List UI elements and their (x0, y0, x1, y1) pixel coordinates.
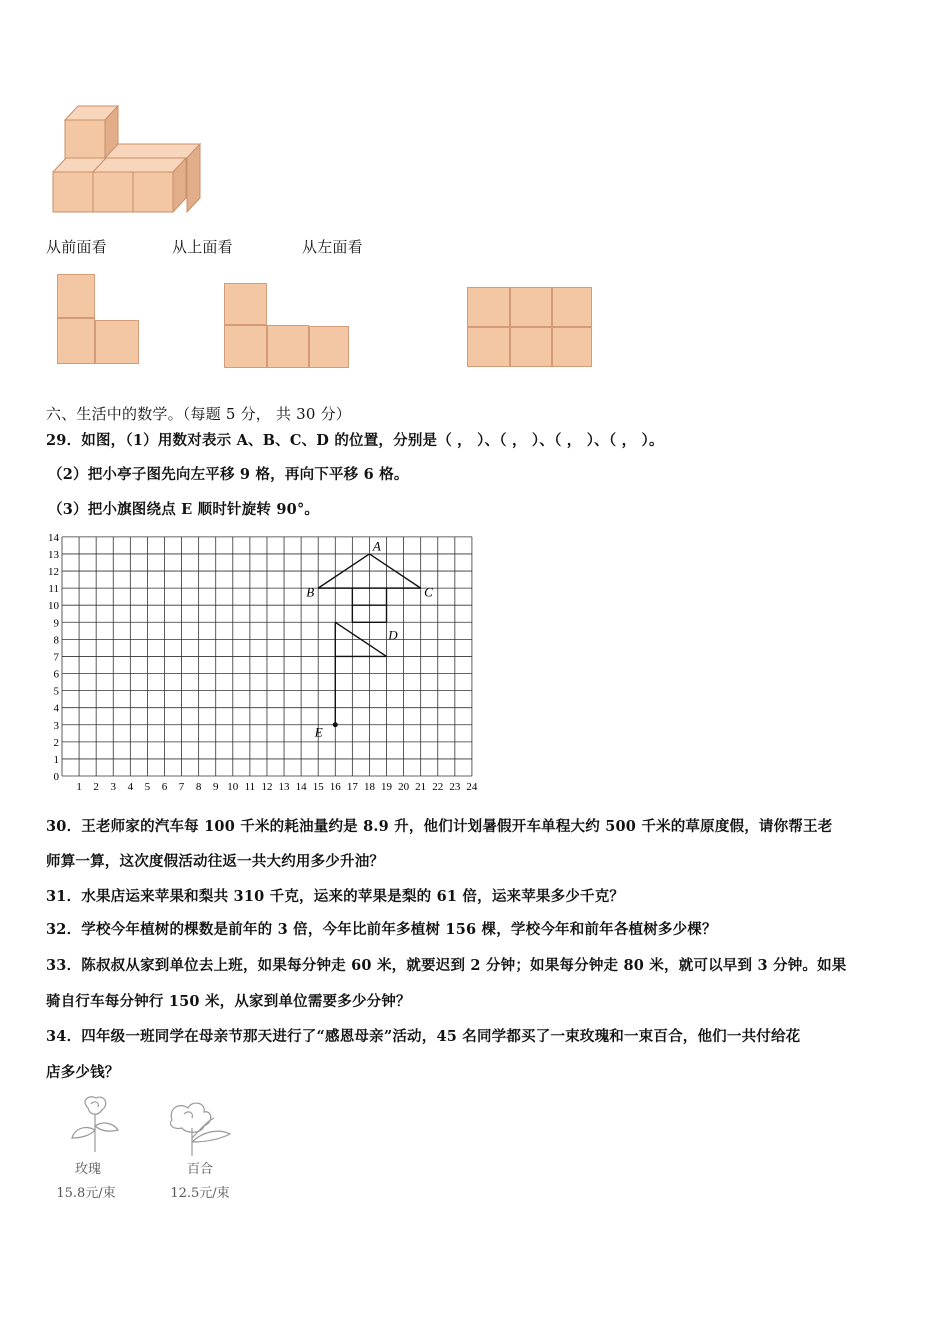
section-heading: 六、生活中的数学。（每题 5 分， 共 30 分） (46, 405, 351, 423)
view-label-left: 从左面看 (302, 238, 363, 256)
y-tick-label: 0 (53, 771, 59, 783)
x-tick-label: 10 (227, 781, 239, 793)
x-tick-label: 22 (432, 781, 444, 793)
rose-name: 玫瑰 (74, 1162, 101, 1177)
point-D-label: D (388, 627, 398, 643)
y-tick-label: 8 (53, 634, 59, 647)
x-tick-label: 4 (127, 781, 134, 793)
x-tick-label: 19 (381, 781, 393, 793)
x-tick-label: 13 (278, 781, 290, 793)
x-tick-label: 9 (212, 781, 219, 793)
y-tick-label: 2 (53, 736, 59, 749)
point-E-dot (333, 722, 338, 727)
x-tick-label: 17 (346, 781, 358, 793)
x-tick-label: 21 (415, 781, 427, 793)
x-tick-label: 23 (449, 781, 461, 793)
y-tick-label: 6 (53, 668, 59, 681)
q34-line2: 店多少钱？ (46, 1064, 120, 1081)
q32: 32．学校今年植树的棵数是前年的 3 倍，今年比前年多植树 156 棵，学校今年和前年各植树多少棵？ (46, 921, 717, 938)
point-C-label: C (424, 584, 433, 600)
y-tick-label: 1 (53, 753, 59, 766)
y-tick-label: 3 (53, 719, 59, 732)
x-tick-label: 8 (195, 781, 202, 793)
y-tick-label: 11 (48, 583, 59, 596)
q31: 31．水果店运来苹果和梨共 310 千克，运来的苹果是梨的 61 倍，运来苹果多少千克？ (46, 888, 625, 905)
point-A-label: A (372, 538, 381, 554)
point-B-label: B (306, 584, 315, 600)
x-tick-label: 16 (329, 781, 341, 793)
q30-line1: 30．王老师家的汽车每 100 千米的耗油量约是 8.9 升，他们计划暑假开车单程大约 500 千米的草原度假，请你帮王老 (46, 818, 833, 835)
y-tick-label: 14 (48, 531, 59, 544)
y-tick-label: 9 (53, 617, 59, 630)
q33-line1: 33．陈叔叔从家到单位去上班，如果每分钟走 60 米，就要迟到 2 分钟；如果每分钟走 80 米，就可以早到 3 分钟。如果 (46, 957, 847, 974)
rose-price: 15.8元/束 (56, 1186, 116, 1201)
y-tick-label: 12 (48, 566, 59, 579)
q34-line1: 34．四年级一班同学在母亲节那天进行了“感恩母亲”活动，45 名同学都买了一束玫瑰和一束百合，他们一共付给花 (46, 1028, 801, 1045)
x-tick-label: 6 (161, 781, 168, 793)
lily-name: 百合 (186, 1162, 213, 1177)
x-tick-label: 14 (295, 781, 307, 793)
y-tick-label: 10 (48, 600, 59, 613)
lily-illustration (162, 1098, 237, 1158)
x-tick-label: 15 (312, 781, 324, 793)
point-E-label: E (314, 724, 323, 740)
cube-figure (50, 100, 210, 215)
rose-illustration (60, 1094, 130, 1156)
y-tick-label: 7 (53, 651, 59, 664)
q33-line2: 骑自行车每分钟行 150 米，从家到单位需要多少分钟？ (46, 993, 411, 1010)
x-tick-label: 1 (76, 781, 82, 793)
view-label-front: 从前面看 (46, 238, 107, 256)
lily-price: 12.5元/束 (170, 1186, 230, 1201)
view-label-top: 从上面看 (172, 238, 233, 256)
coordinate-grid (38, 528, 488, 796)
q29-part2: （2）把小亭子图先向左平移 9 格，再向下平移 6 格。 (48, 466, 409, 483)
x-tick-label: 11 (244, 781, 256, 793)
q30-line2: 师算一算，这次度假活动往返一共大约用多少升油？ (46, 853, 385, 870)
x-tick-label: 5 (144, 781, 151, 793)
y-tick-label: 4 (53, 702, 59, 715)
x-tick-label: 18 (363, 781, 375, 793)
q29-part3: （3）把小旗图绕点 E 顺时针旋转 90°。 (48, 501, 320, 518)
x-tick-label: 24 (466, 781, 478, 793)
x-tick-label: 7 (178, 781, 185, 793)
q29-part1: 29．如图，（1）用数对表示 A、B、C、D 的位置，分别是（ ， ）、（ ， ）、（ ， ）、（ ， ）。 (46, 432, 664, 449)
x-tick-label: 3 (110, 781, 116, 793)
y-tick-label: 13 (48, 548, 59, 561)
x-tick-label: 2 (93, 781, 99, 793)
y-tick-label: 5 (53, 685, 59, 698)
x-tick-label: 12 (261, 781, 273, 793)
x-tick-label: 20 (398, 781, 410, 793)
